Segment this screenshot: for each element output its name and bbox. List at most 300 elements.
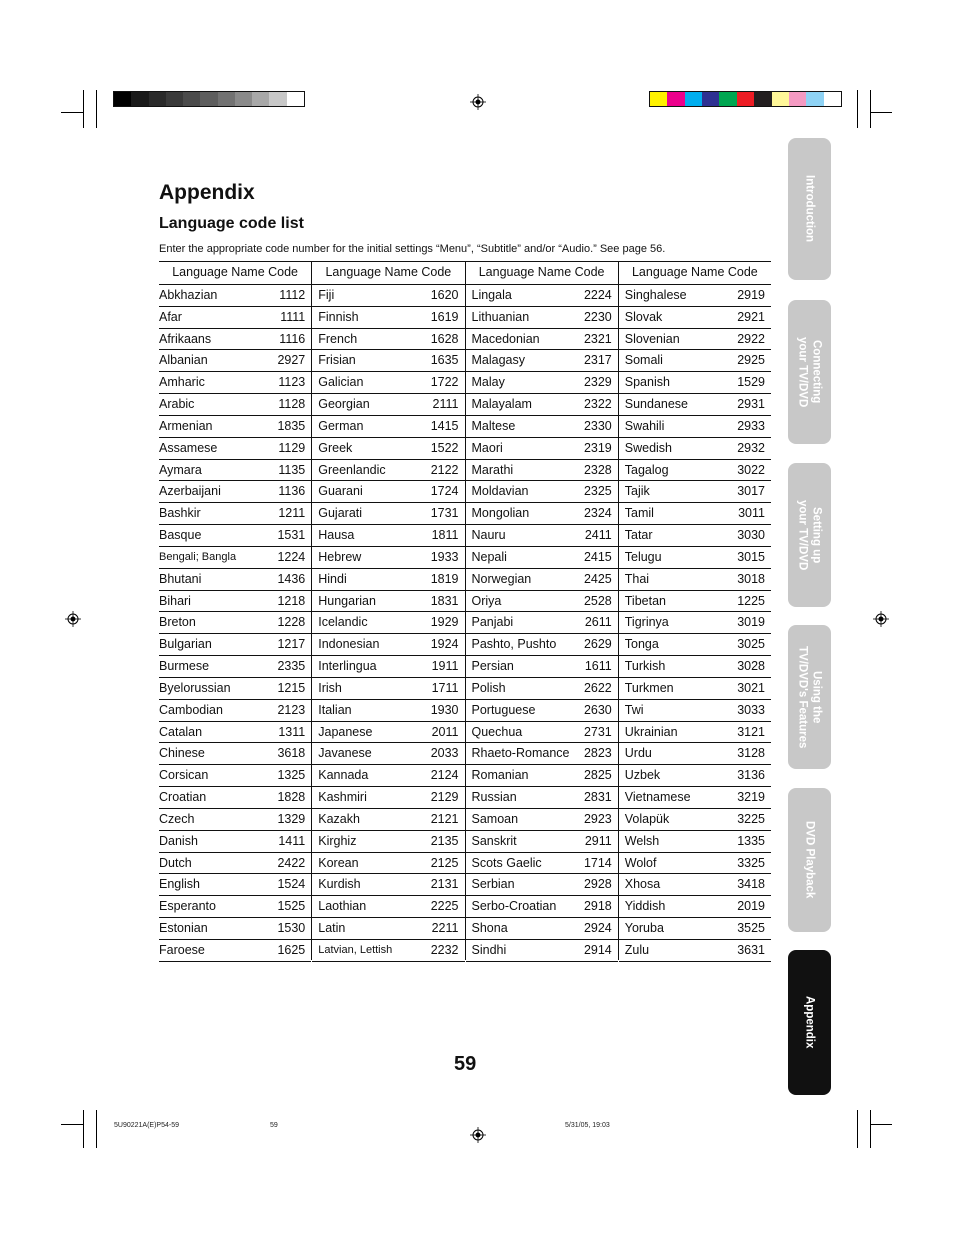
language-name: Korean [318, 855, 359, 870]
language-code: 2011 [431, 724, 459, 739]
table-row [466, 678, 618, 700]
language-name: Chinese [159, 746, 205, 761]
table-row [619, 634, 771, 656]
table-row [619, 481, 771, 503]
language-code: 3631 [737, 942, 765, 957]
language-name: Marathi [471, 462, 514, 477]
language-name: Indonesian [318, 637, 380, 652]
language-name: Slovak [624, 309, 663, 324]
language-name: Dutch [159, 855, 192, 870]
language-name: Sundanese [624, 397, 689, 412]
language-code: 2033 [430, 746, 459, 761]
table-row [619, 787, 771, 809]
language-name: Maori [471, 440, 503, 455]
table-row [159, 700, 311, 722]
language-name: Laothian [318, 899, 367, 914]
language-name: Afar [159, 309, 182, 324]
table-row [466, 940, 618, 962]
table-row [312, 569, 464, 591]
table-row [159, 285, 311, 307]
language-name: Kashmiri [318, 790, 367, 805]
language-name: Samoan [471, 811, 519, 826]
footer-page: 59 [270, 1122, 278, 1129]
crop-mark [857, 90, 858, 128]
language-name: Hausa [318, 528, 355, 543]
table-row [619, 307, 771, 329]
crop-mark [61, 112, 83, 113]
table-row [159, 525, 311, 547]
table-row [312, 525, 464, 547]
table-row [466, 918, 618, 940]
language-name: Uzbek [624, 768, 661, 783]
table-row [619, 853, 771, 875]
language-code: 2411 [584, 528, 612, 543]
language-code: 2911 [584, 833, 612, 848]
table-row [312, 460, 464, 482]
language-name: Pashto, Pushto [471, 637, 557, 652]
language-name: Serbian [471, 877, 515, 892]
table-row [159, 831, 311, 853]
language-code: 2831 [583, 790, 612, 805]
table-row [312, 874, 464, 896]
table-row [619, 350, 771, 372]
language-code: 1128 [278, 397, 306, 412]
side-tab[interactable] [788, 138, 831, 280]
language-code: 1635 [430, 353, 459, 368]
language-code: 1911 [431, 659, 459, 674]
language-name: Rhaeto-Romance [471, 746, 570, 761]
language-code: 1731 [430, 506, 459, 521]
language-code: 1436 [277, 571, 306, 586]
language-name: Ukrainian [624, 724, 678, 739]
crop-mark [83, 90, 84, 128]
language-name: Sanskrit [471, 833, 517, 848]
language-name: Basque [159, 528, 202, 543]
language-name: Swedish [624, 440, 672, 455]
table-row [159, 329, 311, 351]
table-row [312, 722, 464, 744]
table-row [619, 569, 771, 591]
registration-mark-icon [470, 94, 486, 110]
registration-mark-icon [873, 611, 889, 627]
language-name: Persian [471, 659, 514, 674]
language-code: 2319 [583, 440, 612, 455]
language-code: 3618 [277, 746, 306, 761]
language-code: 1831 [430, 593, 459, 608]
language-code: 2135 [430, 833, 459, 848]
language-code: 1218 [277, 593, 306, 608]
language-name: Malagasy [471, 353, 525, 368]
language-name: Hebrew [318, 549, 362, 564]
table-row [466, 525, 618, 547]
table-row [159, 438, 311, 460]
language-name: Hindi [318, 571, 347, 586]
language-code: 1522 [430, 440, 459, 455]
language-code: 3028 [737, 659, 765, 674]
language-name: Hungarian [318, 593, 376, 608]
table-row [466, 787, 618, 809]
language-code: 3128 [737, 746, 765, 761]
language-code: 2325 [583, 484, 612, 499]
language-name: Sindhi [471, 942, 507, 957]
side-tab-label: Appendix [803, 996, 816, 1049]
table-row [312, 787, 464, 809]
language-name: Polish [471, 680, 506, 695]
color-swatch [737, 92, 754, 106]
table-row [466, 350, 618, 372]
language-name: Assamese [159, 440, 218, 455]
table-row [159, 307, 311, 329]
language-code: 1135 [278, 462, 306, 477]
language-code: 3025 [737, 637, 765, 652]
table-row [619, 547, 771, 569]
table-row [312, 765, 464, 787]
language-name: Tigrinya [624, 615, 669, 630]
language-name: Tatar [624, 528, 653, 543]
language-code: 2131 [430, 877, 459, 892]
table-row [619, 503, 771, 525]
language-name: Corsican [159, 768, 209, 783]
language-name: Volapük [624, 811, 670, 826]
language-code: 1112 [279, 288, 306, 302]
language-name: Bashkir [159, 506, 201, 521]
registration-mark-icon [65, 611, 81, 627]
grayscale-calibration-bar [113, 91, 305, 107]
language-name: Tibetan [624, 593, 666, 608]
language-code: 2329 [583, 375, 612, 390]
table-row [159, 372, 311, 394]
language-name: Latin [318, 921, 346, 936]
language-code: 1529 [737, 375, 765, 390]
table-row [159, 416, 311, 438]
table-row [619, 896, 771, 918]
table-row [159, 656, 311, 678]
language-name: Vietnamese [624, 790, 691, 805]
language-code: 2330 [583, 418, 612, 433]
table-row [312, 656, 464, 678]
language-code: 1828 [277, 790, 306, 805]
language-code: 1329 [277, 811, 306, 826]
language-code: 1211 [278, 506, 306, 521]
language-name: Afrikaans [159, 331, 212, 346]
language-code: 2622 [583, 680, 612, 695]
language-name: Estonian [159, 921, 208, 936]
color-swatch [200, 92, 217, 106]
language-code: 1722 [430, 375, 459, 390]
side-tab-label: DVD Playback [803, 821, 816, 899]
language-code: 2124 [430, 768, 459, 783]
table-row [159, 394, 311, 416]
language-name: Romanian [471, 768, 529, 783]
language-name: German [318, 418, 364, 433]
language-code: 2925 [737, 353, 765, 368]
language-name: English [159, 877, 200, 892]
language-name: Albanian [159, 353, 208, 368]
language-code: 2232 [430, 942, 459, 957]
language-code: 2129 [430, 790, 459, 805]
table-row [466, 809, 618, 831]
language-name: Guarani [318, 484, 363, 499]
color-swatch [685, 92, 702, 106]
language-code: 2335 [277, 659, 306, 674]
language-code: 1311 [278, 724, 306, 739]
language-code: 2611 [584, 615, 612, 630]
language-name: Gujarati [318, 506, 363, 521]
language-name: Wolof [624, 855, 657, 870]
language-name: Azerbaijani [159, 484, 221, 499]
table-row [312, 503, 464, 525]
table-row [619, 285, 771, 307]
language-code: 3030 [737, 528, 765, 543]
language-code: 3136 [737, 768, 765, 783]
table-row [619, 372, 771, 394]
table-row [159, 569, 311, 591]
table-row [466, 481, 618, 503]
language-name: Mongolian [471, 506, 530, 521]
table-row [466, 307, 618, 329]
crop-mark [61, 1124, 83, 1125]
table-row [312, 394, 464, 416]
language-name: Tonga [624, 637, 659, 652]
side-tab[interactable] [788, 788, 831, 932]
table-row [312, 547, 464, 569]
table-row [466, 743, 618, 765]
table-row [159, 918, 311, 940]
side-tab[interactable] [788, 463, 831, 607]
table-row [619, 460, 771, 482]
language-code: 1620 [430, 288, 459, 302]
language-name: Macedonian [471, 331, 540, 346]
table-row [466, 874, 618, 896]
section-title: Language code list [159, 215, 304, 232]
language-name: Bengali; Bangla [159, 550, 237, 563]
language-name: Cambodian [159, 702, 223, 717]
language-name: Norwegian [471, 571, 532, 586]
language-name: Portuguese [471, 702, 536, 717]
language-code: 1711 [431, 680, 459, 695]
language-code: 2933 [737, 418, 765, 433]
language-name: Arabic [159, 397, 195, 412]
language-code: 2122 [430, 462, 459, 477]
table-row [466, 722, 618, 744]
side-tab[interactable] [788, 300, 831, 444]
table-row [619, 722, 771, 744]
color-swatch [702, 92, 719, 106]
column-header: Language Name Code [312, 262, 464, 285]
color-swatch [183, 92, 200, 106]
language-code: 2924 [583, 921, 612, 936]
color-swatch [824, 92, 841, 106]
language-name: Kirghiz [318, 833, 357, 848]
language-code: 2224 [583, 288, 612, 302]
language-code: 2918 [583, 899, 612, 914]
language-code: 1714 [583, 855, 612, 870]
language-code: 1531 [277, 528, 306, 543]
table-row [466, 634, 618, 656]
table-row [312, 896, 464, 918]
table-row [466, 372, 618, 394]
language-name: Tajik [624, 484, 650, 499]
table-row [619, 874, 771, 896]
language-name: Turkmen [624, 680, 674, 695]
side-tab-label: Using the TV/DVD's Features [796, 645, 823, 749]
table-row [466, 547, 618, 569]
language-name: Swahili [624, 418, 665, 433]
crop-mark [870, 1110, 871, 1148]
crop-mark [857, 1110, 858, 1148]
language-code: 2923 [583, 811, 612, 826]
language-name: Slovenian [624, 331, 680, 346]
language-name: Nepali [471, 549, 507, 564]
language-name: Armenian [159, 418, 213, 433]
language-name: Telugu [624, 549, 662, 564]
table-row [466, 853, 618, 875]
language-code: 2211 [431, 921, 459, 936]
language-code: 2932 [737, 440, 765, 455]
color-swatch [719, 92, 736, 106]
language-name: Shona [471, 921, 508, 936]
side-tab-label: Connecting your TV/DVD [796, 336, 823, 408]
table-row [466, 765, 618, 787]
language-name: Czech [159, 811, 195, 826]
column-header: Language Name Code [159, 262, 311, 285]
color-swatch [114, 92, 131, 106]
language-code: 1123 [278, 375, 306, 390]
language-code: 3011 [738, 506, 765, 521]
table-row [312, 612, 464, 634]
color-swatch [789, 92, 806, 106]
table-row [619, 525, 771, 547]
table-row [159, 678, 311, 700]
language-code: 2927 [277, 353, 306, 368]
column-header: Language Name Code [619, 262, 771, 285]
language-code: 1625 [277, 942, 306, 957]
language-code: 1217 [277, 637, 306, 652]
table-row [619, 831, 771, 853]
language-name: Croatian [159, 790, 207, 805]
language-code: 1224 [277, 549, 306, 564]
language-code: 2019 [737, 899, 765, 914]
table-row [312, 678, 464, 700]
language-name: Abkhazian [159, 288, 218, 302]
language-name: Georgian [318, 397, 370, 412]
language-name: Fiji [318, 288, 335, 302]
language-code: 2324 [583, 506, 612, 521]
language-name: Spanish [624, 375, 670, 390]
table-row [619, 591, 771, 613]
footer-job-id: 5U90221A(E)P54-59 [114, 1122, 179, 1129]
language-name: Zulu [624, 942, 650, 957]
table-column [159, 262, 311, 960]
crop-mark [96, 90, 97, 128]
language-name: Frisian [318, 353, 356, 368]
table-row [159, 503, 311, 525]
crop-mark [870, 112, 892, 113]
table-row [466, 460, 618, 482]
crop-mark [96, 1110, 97, 1148]
side-tab[interactable] [788, 625, 831, 769]
language-code: 2630 [583, 702, 612, 717]
language-name: Turkish [624, 659, 666, 674]
language-code: 2125 [430, 855, 459, 870]
table-row [159, 547, 311, 569]
language-name: Greek [318, 440, 353, 455]
language-code: 1835 [277, 418, 306, 433]
language-code: 1129 [278, 440, 306, 455]
language-code: 2422 [277, 855, 306, 870]
table-row [466, 438, 618, 460]
language-code: 3022 [737, 462, 765, 477]
language-name: Lithuanian [471, 309, 530, 324]
language-name: Thai [624, 571, 650, 586]
language-code: 3418 [737, 877, 765, 892]
language-code: 2528 [583, 593, 612, 608]
language-name: Yiddish [624, 899, 666, 914]
language-code: 2914 [583, 942, 612, 957]
language-name: Welsh [624, 833, 660, 848]
table-row [466, 831, 618, 853]
language-code: 1530 [277, 921, 306, 936]
language-code: 1724 [430, 484, 459, 499]
side-tab[interactable] [788, 950, 831, 1095]
color-swatch [650, 92, 667, 106]
language-code: 3015 [737, 549, 765, 564]
color-swatch [166, 92, 183, 106]
language-code: 1525 [277, 899, 306, 914]
language-name: Scots Gaelic [471, 855, 542, 870]
language-name: Kannada [318, 768, 369, 783]
table-row [312, 853, 464, 875]
table-row [466, 896, 618, 918]
crop-mark [870, 90, 871, 128]
language-name: Kurdish [318, 877, 361, 892]
language-code: 2928 [583, 877, 612, 892]
language-code: 1524 [277, 877, 306, 892]
table-row [466, 416, 618, 438]
color-swatch [218, 92, 235, 106]
table-row [312, 743, 464, 765]
language-name: Aymara [159, 462, 202, 477]
table-row [619, 656, 771, 678]
table-row [159, 460, 311, 482]
table-row [312, 307, 464, 329]
language-code: 2415 [583, 549, 612, 564]
language-code: 1924 [430, 637, 459, 652]
table-row [312, 940, 464, 962]
column-header: Language Name Code [466, 262, 618, 285]
language-name: Russian [471, 790, 517, 805]
color-swatch [754, 92, 771, 106]
language-name: Tamil [624, 506, 654, 521]
language-name: Tagalog [624, 462, 669, 477]
language-name: Yoruba [624, 921, 664, 936]
table-row [312, 809, 464, 831]
language-code: 2225 [430, 899, 459, 914]
side-tab-label: Setting up your TV/DVD [796, 499, 823, 571]
language-code: 1411 [278, 833, 306, 848]
page-number: 59 [454, 1053, 477, 1075]
crop-mark [83, 1110, 84, 1148]
language-code: 2123 [277, 702, 306, 717]
language-name: Breton [159, 615, 196, 630]
language-code: 2922 [737, 331, 765, 346]
language-code: 3225 [737, 811, 765, 826]
color-swatch [149, 92, 166, 106]
table-row [619, 743, 771, 765]
table-row [312, 831, 464, 853]
page-title: Appendix [159, 181, 255, 204]
language-name: Greenlandic [318, 462, 386, 477]
